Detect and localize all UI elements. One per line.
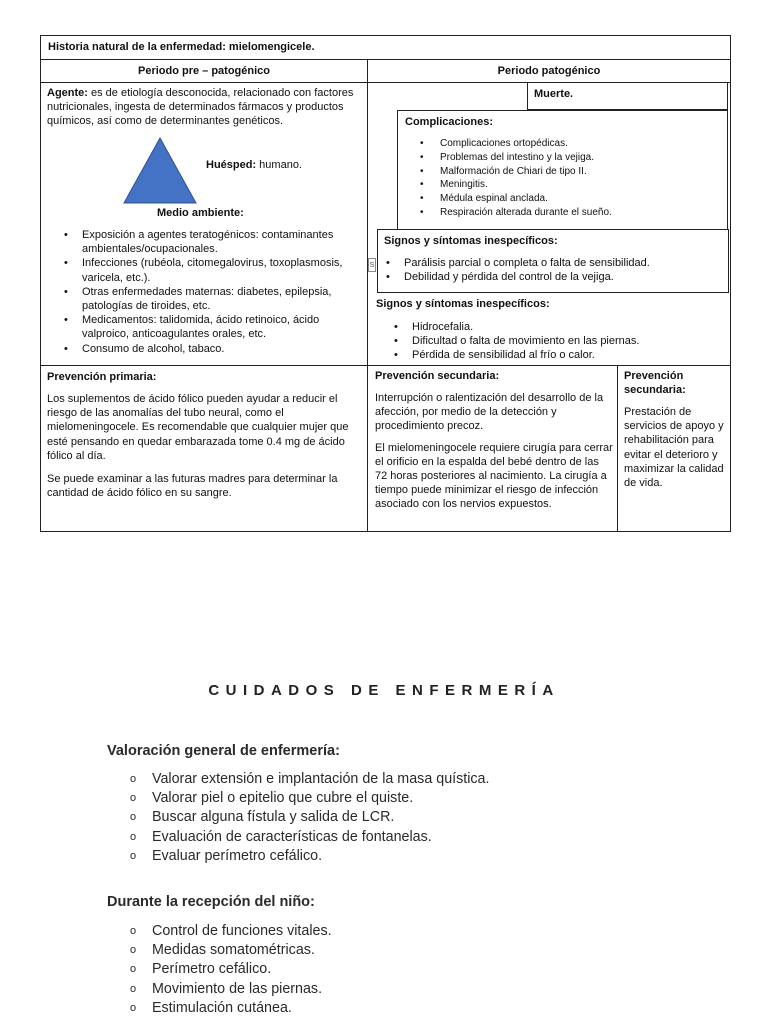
list-item: • Complicaciones ortopédicas. xyxy=(396,137,726,151)
table-title: Historia natural de la enfermedad: mielomengicele. xyxy=(48,41,315,53)
signos1-marker: S xyxy=(368,258,376,272)
epidemiologic-triangle xyxy=(122,137,198,205)
signos1-title: Signos y síntomas inespecíficos: xyxy=(384,235,558,247)
complicaciones-list xyxy=(396,137,726,220)
huesped-label: Huésped: xyxy=(206,159,257,171)
list-item: o Medidas somatométricas. xyxy=(130,941,332,960)
list-item: • Meningitis. xyxy=(396,178,726,192)
paragraph: Se puede examinar a las futuras madres para determinar la cantidad de ácido fólico en su sangre. xyxy=(47,473,338,500)
list-item: o Valorar piel o epitelio que cubre el quiste. xyxy=(130,789,490,808)
list-item: • Hidrocefalia. xyxy=(378,320,728,334)
list-item: • Malformación de Chiari de tipo II. xyxy=(396,165,726,179)
triangle-shape xyxy=(124,138,196,203)
valoracion-list xyxy=(130,770,490,866)
medio-ambiente-list xyxy=(48,228,364,356)
list-item: • Exposición a agentes teratogénicos: contaminantes ambientales/ocupacionales. xyxy=(48,228,364,256)
prevencion-secundaria-text xyxy=(375,391,613,512)
medio-ambiente-label: Medio ambiente: xyxy=(157,207,244,219)
list-item: • Infecciones (rubéola, citomegalovirus, toxoplasmosis, varicela, etc.). xyxy=(48,256,364,284)
prevencion-secundaria-title: Prevención secundaria: xyxy=(375,370,500,382)
list-item: • Problemas del intestino y la vejiga. xyxy=(396,151,726,165)
list-item: • Debilidad y pérdida del control de la vejiga. xyxy=(370,270,725,284)
paragraph: El mielomeningocele requiere cirugía para cerrar el orificio en la espalda del bebé dentro de las 72 horas posteriores al nacimiento. La cirugía a tiempo puede minimizar el riesgo de infección asociado con los nervios expuestos. xyxy=(375,441,613,511)
cuidados-title: CUIDADOS DE ENFERMERÍA xyxy=(208,682,560,699)
huesped-block xyxy=(206,158,302,172)
prevencion-primaria-text xyxy=(47,392,361,500)
agente-text: es de etiología desconocida, relacionado con factores nutricionales, ingesta de determinados fármacos y productos químicos, así como de determinantes genéticos. xyxy=(47,87,354,128)
recepcion-heading: Durante la recepción del niño: xyxy=(107,894,315,910)
list-item: o Valorar extensión e implantación de la masa quística. xyxy=(130,770,490,789)
prevencion-primaria-title: Prevención primaria: xyxy=(47,371,157,383)
header-pat-label: Periodo patogénico xyxy=(497,65,601,77)
list-item: o Evaluación de características de fontanelas. xyxy=(130,828,490,847)
agente-label: Agente: xyxy=(47,87,88,99)
huesped-text: humano. xyxy=(256,159,302,171)
list-item: • Respiración alterada durante el sueño. xyxy=(396,206,726,220)
list-item: • Parálisis parcial o completa o falta de sensibilidad. xyxy=(370,256,725,270)
list-item: o Movimiento de las piernas. xyxy=(130,980,332,999)
list-item: • Pérdida de sensibilidad al frío o calor. xyxy=(378,348,728,362)
list-item: o Control de funciones vitales. xyxy=(130,922,332,941)
list-item: o Evaluar perímetro cefálico. xyxy=(130,847,490,866)
list-item: o Buscar alguna fístula y salida de LCR. xyxy=(130,808,490,827)
muerte-label: Muerte. xyxy=(534,88,574,100)
list-item: • Consumo de alcohol, tabaco. xyxy=(48,342,364,356)
list-item: o Perímetro cefálico. xyxy=(130,960,332,979)
paragraph: Interrupción o ralentización del desarrollo de la afección, por medio de la detección y procedimiento precoz. xyxy=(375,392,604,433)
complicaciones-title: Complicaciones: xyxy=(405,116,494,128)
agente-block xyxy=(47,86,359,129)
prevencion-terciaria-text: Prestación de servicios de apoyo y rehabilitación para evitar el deterioro y maximizar la calidad de vida. xyxy=(624,406,724,490)
header-pre-label: Periodo pre – patogénico xyxy=(137,65,271,77)
list-item: • Dificultad o falta de movimiento en las piernas. xyxy=(378,334,728,348)
signos1-list xyxy=(370,256,725,284)
valoracion-heading: Valoración general de enfermería: xyxy=(107,743,340,759)
prevencion-terciaria-title: Prevención secundaria: xyxy=(624,370,686,397)
list-item: • Medicamentos: talidomida, ácido retinoico, ácido valproico, anticoagulantes orales, etc. xyxy=(48,313,364,341)
list-item: o Estimulación cutánea. xyxy=(130,999,332,1018)
signos2-list xyxy=(378,320,728,363)
list-item: • Médula espinal anclada. xyxy=(396,192,726,206)
list-item: • Otras enfermedades maternas: diabetes, epilepsia, patologías de tiroides, etc. xyxy=(48,285,364,313)
signos2-title: Signos y síntomas inespecíficos: xyxy=(376,298,550,310)
paragraph: Los suplementos de ácido fólico pueden ayudar a reducir el riesgo de las anomalías del tubo neural, como el mielomeningocele. Es recomendable que cualquier mujer que esté pensando en quedar embarazada tome 0.4 mg de ácido fólico al día. xyxy=(47,393,349,462)
recepcion-list xyxy=(130,922,332,1018)
